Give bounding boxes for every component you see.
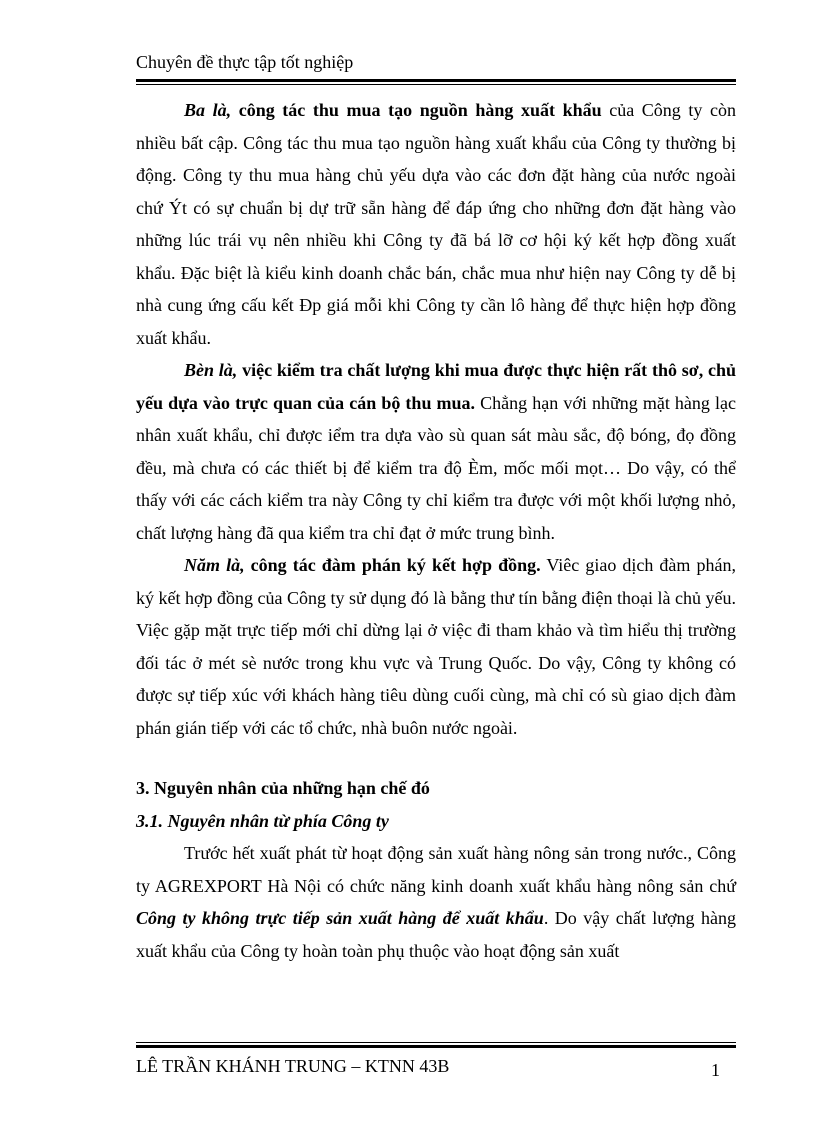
paragraph-text: của Công ty còn nhiều bất cập. Công tác thu mua tạo nguồn hàng xuất khẩu của Công ty thường bị động. Công ty thu mua hàng chủ yếu dựa vào các đơn đặt hàng của nước ngoài chứ Ýt có sự chuẩn bị dự trữ sẵn hàng để đáp ứng cho những đơn đặt hàng vào những lúc trái vụ nên nhiều khi Công ty đã bá lỡ cơ hội ký kết hợp đồng xuất khẩu. Đặc biệt là kiểu kinh doanh chắc bán, chắc mua như hiện nay Công ty dễ bị nhà cung ứng cấu kết Ðp giá mỗi khi Công ty cần lô hàng để thực hiện hợp đồng xuất khẩu. xyxy=(136,100,736,348)
paragraph-lead-italic: Năm là, xyxy=(184,555,245,575)
paragraph-lead-bold: việc kiểm tra chất lượng khi mua được thực hiện rất thô sơ, chủ yếu dựa vào trực quan của cán bộ thu mua. xyxy=(136,360,736,413)
header-title: Chuyên đề thực tập tốt nghiệp xyxy=(136,52,354,72)
paragraph-text: . Do vậy chất lượng hàng xuất khẩu của Công ty hoàn toàn phụ thuộc vào hoạt động sản xuất xyxy=(136,908,737,961)
footer-rule-thick xyxy=(136,1045,736,1048)
header-rule-thick xyxy=(136,79,736,82)
paragraph-lead-italic: Bèn là, xyxy=(184,360,238,380)
section-spacer xyxy=(136,744,736,772)
paragraph-text: Viêc giao dịch đàm phán, ký kết hợp đồng của Công ty sử dụng đó là bằng thư tín bằng điện thoại là chủ yếu. Việc gặp mặt trực tiếp mới chỉ dừng lại ở việc đi tham khảo và tìm hiểu thị trường đối tác ở mét sè nước trong khu vực và Trung Quốc. Do vậy, Công ty không có được sự tiếp xúc với khách hàng tiêu dùng cuối cùng, mà chỉ có sù giao dịch đàm phán gián tiếp với các tổ chức, nhà buôn nước ngoài. xyxy=(136,555,736,738)
paragraph-text: Chẳng hạn với những mặt hàng lạc nhân xuất khẩu, chỉ được iểm tra dựa vào sù quan sát màu sắc, độ bóng, đọ đồng đều, mà chưa có các thiết bị để kiểm tra độ Èm, mốc mối mọt… Do vậy, có thể thấy với các cách kiểm tra này Công ty chỉ kiểm tra được với một khối lượng nhỏ, chất lượng hàng đã qua kiểm tra chỉ đạt ở mức trung bình. xyxy=(136,392,736,543)
page-number: 1 xyxy=(711,1060,720,1080)
document-body xyxy=(136,94,736,967)
paragraph-nam-la xyxy=(136,549,736,744)
paragraph-lead-bold: công tác thu mua tạo nguồn hàng xuất khẩu xyxy=(231,100,602,120)
paragraph-emphasis: Công ty không trực tiếp sản xuất hàng để xuất khẩu xyxy=(136,908,544,928)
paragraph-lead-bold: công tác đàm phán ký kết hợp đồng. xyxy=(244,555,541,575)
paragraph-truoc-het xyxy=(136,837,736,967)
paragraph-ba-la xyxy=(136,94,736,354)
paragraph-text: Trước hết xuất phát từ hoạt động sản xuất hàng nông sản trong nước., Công ty AGREXPORT Hà Nội có chức năng kinh doanh xuất khẩu hàng nông sản chứ xyxy=(136,843,736,896)
section-heading: 3. Nguyên nhân của những hạn chế đó xyxy=(136,778,430,798)
subsection-heading: 3.1. Nguyên nhân từ phía Công ty xyxy=(136,810,389,831)
footer-author: LÊ TRẦN KHÁNH TRUNG – KTNN 43B xyxy=(136,1056,450,1076)
paragraph-lead-italic: Ba là, xyxy=(184,100,232,120)
footer-rule-thin xyxy=(136,1042,736,1043)
paragraph-bon-la xyxy=(136,354,736,549)
header-rule-thin xyxy=(136,84,736,85)
